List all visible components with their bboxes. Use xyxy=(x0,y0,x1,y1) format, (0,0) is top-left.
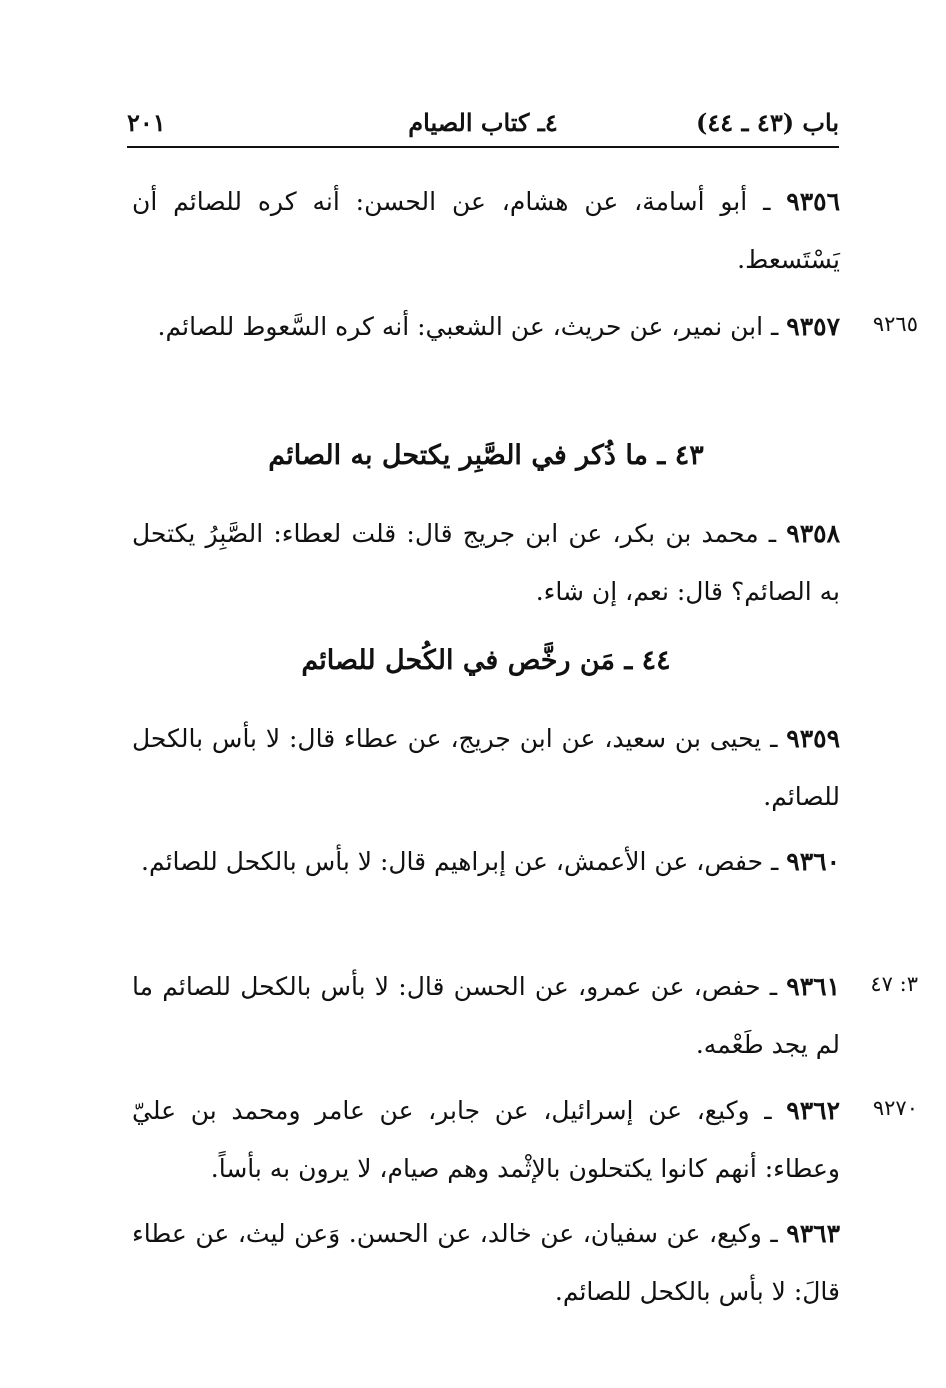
entry-text: ـ حفص، عن الأعمش، عن إبراهيم قال: لا بأس بالكحل للصائم. xyxy=(141,847,787,876)
hadith-entry xyxy=(132,833,840,891)
entry-number: ٩٣٥٨ xyxy=(786,519,840,548)
entry-number: ٩٣٥٧ xyxy=(786,312,840,341)
section-heading: ٤٣ ـ ما ذُكر في الصَّبِر يكتحل به الصائم xyxy=(268,440,704,471)
margin-note: ٩٢٧٠ xyxy=(872,1096,918,1120)
page-number: ٢٠١ xyxy=(127,108,166,137)
margin-note: ٣: ٤٧ xyxy=(870,972,918,996)
entry-text: ـ وكيع، عن سفيان، عن خالد، عن الحسن. وَعن ليث، عن عطاء قالَ: لا بأس بالكحل للصائم. xyxy=(132,1219,840,1306)
entry-number: ٩٣٦١ xyxy=(786,972,840,1001)
hadith-entry xyxy=(132,1205,840,1321)
running-header xyxy=(127,100,839,148)
hadith-entry xyxy=(132,173,840,289)
hadith-entry xyxy=(132,710,840,826)
entry-number: ٩٣٥٦ xyxy=(786,187,840,216)
book-title: ٤ـ كتاب الصيام xyxy=(408,108,558,137)
hadith-entry xyxy=(132,1082,840,1198)
entry-number: ٩٣٦٠ xyxy=(786,847,840,876)
entry-text: ـ أبو أسامة، عن هشام، عن الحسن: أنه كره للصائم أن يَسْتَسعط. xyxy=(132,187,840,274)
hadith-entry xyxy=(132,298,840,356)
entry-text: ـ محمد بن بكر، عن ابن جريج قال: قلت لعطاء: الصَّبِرُ يكتحل به الصائم؟ قال: نعم، إن شاء. xyxy=(132,519,840,606)
margin-note: ٩٢٦٥ xyxy=(872,312,918,336)
entry-text: ـ حفص، عن عمرو، عن الحسن قال: لا بأس بالكحل للصائم ما لم يجد طَعْمه. xyxy=(132,972,840,1059)
section-heading: ٤٤ ـ مَن رخَّص في الكُحل للصائم xyxy=(301,645,671,676)
hadith-entry xyxy=(132,505,840,621)
entry-number: ٩٣٥٩ xyxy=(786,724,840,753)
entry-text: ـ وكيع، عن إسرائيل، عن جابر، عن عامر ومحمد بن عليّ وعطاء: أنهم كانوا يكتحلون بالإثْمد وهم صيام، لا يرون به بأساً. xyxy=(132,1096,840,1183)
entry-text: ـ يحيى بن سعيد، عن ابن جريج، عن عطاء قال: لا بأس بالكحل للصائم. xyxy=(132,724,840,811)
entry-number: ٩٣٦٢ xyxy=(786,1096,840,1125)
entry-text: ـ ابن نمير، عن حريث، عن الشعبي: أنه كره السَّعوط للصائم. xyxy=(157,312,787,341)
hadith-entry xyxy=(132,958,840,1074)
chapter-range: باب (٤٣ ـ ٤٤) xyxy=(696,108,839,137)
entry-number: ٩٣٦٣ xyxy=(786,1219,840,1248)
